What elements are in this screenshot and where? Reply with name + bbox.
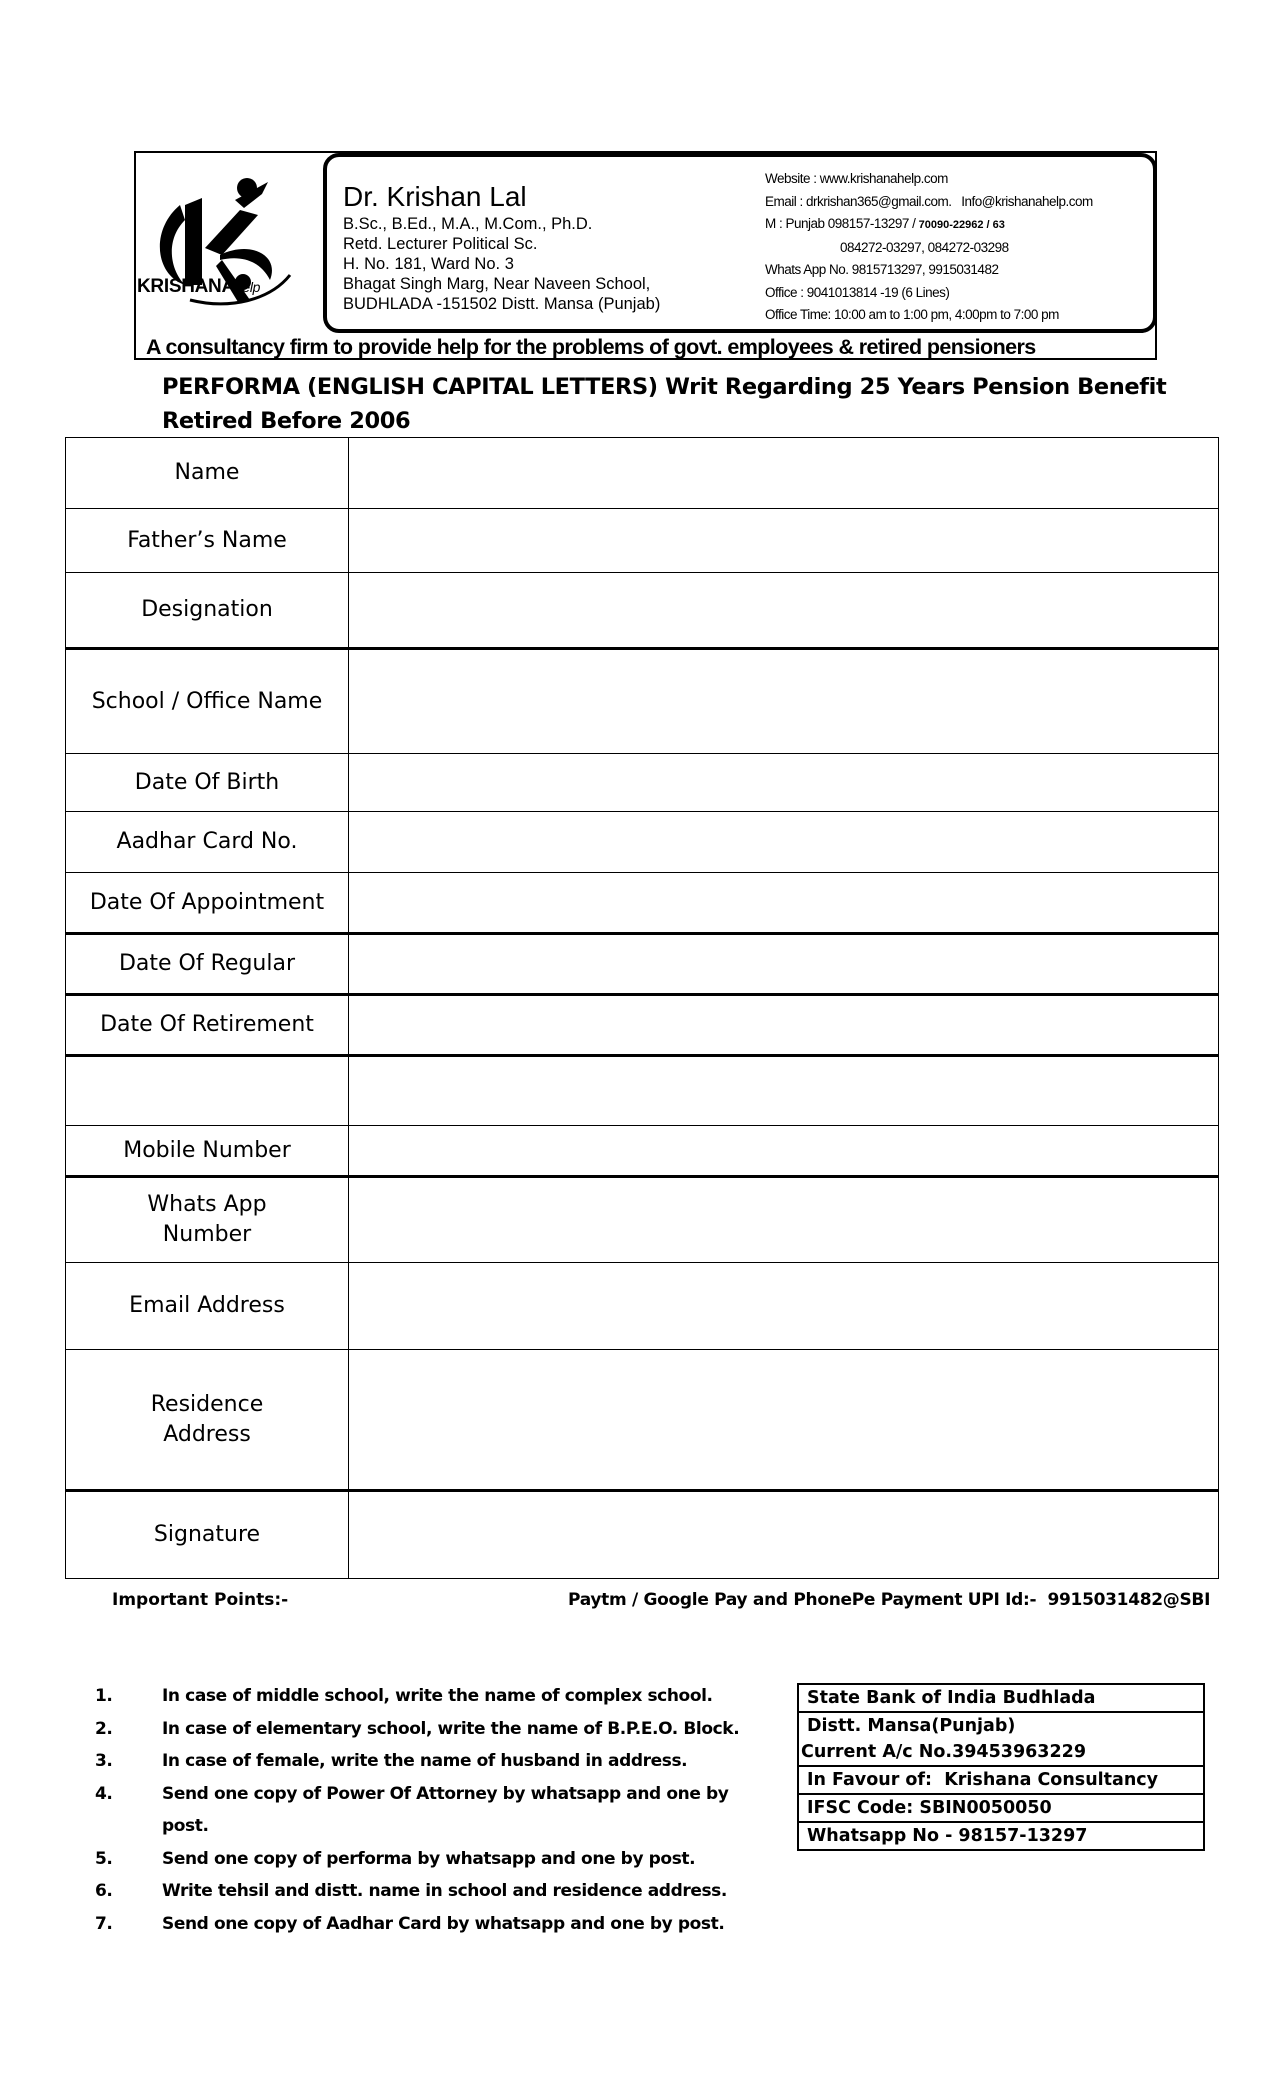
landline: 084272-03297, 084272-03298 xyxy=(840,239,1009,255)
tagline: A consultancy firm to provide help for the problems of govt. employees & retired pensioners xyxy=(146,335,1036,359)
field-label xyxy=(66,1056,349,1126)
street-address: Bhagat Singh Marg, Near Naveen School, xyxy=(343,275,651,293)
list-item: 2. In case of elementary school, write the name of B.P.E.O. Block. xyxy=(95,1718,740,1739)
important-points-heading: Important Points:- xyxy=(112,1590,289,1610)
ifsc-code: IFSC Code: SBIN0050050 xyxy=(798,1794,1204,1822)
city-address: BUDHLADA -151502 Distt. Mansa (Punjab) xyxy=(343,295,661,313)
list-item: 4. Send one copy of Power Of Attorney by whatsapp and one by post. xyxy=(95,1783,729,1836)
signature-field[interactable] xyxy=(349,1491,1219,1579)
field-label: Date Of Birth xyxy=(66,754,349,812)
page-title xyxy=(162,370,1242,438)
account-number: Current A/c No.39453963229 xyxy=(801,1742,1087,1762)
list-item: 5. Send one copy of performa by whatsapp and one by post. xyxy=(95,1848,696,1869)
doctor-details xyxy=(343,214,660,314)
upi-payment-info: Paytm / Google Pay and PhonePe Payment UPI Id:- 9915031482@SBI xyxy=(568,1590,1211,1610)
mobile-number-field[interactable] xyxy=(349,1126,1219,1177)
aadhar-card-field[interactable] xyxy=(349,812,1219,873)
date-of-appointment-field[interactable] xyxy=(349,873,1219,934)
field-label: Aadhar Card No. xyxy=(66,812,349,873)
list-item: 7. Send one copy of Aadhar Card by whatsapp and one by post. xyxy=(95,1913,725,1934)
field-label: Father’s Name xyxy=(66,509,349,573)
form-row xyxy=(66,754,1219,812)
email-address-field[interactable] xyxy=(349,1263,1219,1350)
fathers-name-field[interactable] xyxy=(349,509,1219,573)
field-label: School / Office Name xyxy=(66,649,349,754)
form-row xyxy=(66,509,1219,573)
contact-details xyxy=(765,168,1093,327)
mobile: M : Punjab 098157-13297 / 70090-22962 / 63 xyxy=(765,216,1005,231)
form-row xyxy=(66,1126,1219,1177)
bank-branch-account xyxy=(798,1712,1204,1766)
title-line-2: Retired Before 2006 xyxy=(162,408,411,434)
field-label: Residence Address xyxy=(66,1350,349,1491)
form-row xyxy=(66,873,1219,934)
field-label: Date Of Regular xyxy=(66,934,349,995)
important-points-list xyxy=(95,1680,775,1940)
list-item: 6. Write tehsil and distt. name in school and residence address. xyxy=(95,1881,727,1901)
list-item: 1. In case of middle school, write the name of complex school. xyxy=(95,1686,713,1706)
form-row xyxy=(66,438,1219,509)
form-row xyxy=(66,1056,1219,1126)
field-label: Whats App Number xyxy=(66,1177,349,1263)
house-address: H. No. 181, Ward No. 3 xyxy=(343,255,514,273)
form-row xyxy=(66,995,1219,1056)
form-row xyxy=(66,1177,1219,1263)
blank-field[interactable] xyxy=(349,1056,1219,1126)
performa-form xyxy=(65,437,1219,1579)
field-label: Designation xyxy=(66,573,349,649)
form-row xyxy=(66,812,1219,873)
qualifications: B.Sc., B.Ed., M.A., M.Com., Ph.D. xyxy=(343,215,593,233)
form-row xyxy=(66,649,1219,754)
account-holder: In Favour of: Krishana Consultancy xyxy=(798,1766,1204,1794)
field-label: Date Of Appointment xyxy=(66,873,349,934)
website: Website : www.krishanahelp.com xyxy=(765,171,948,186)
brand-name: KRISHANAhelp xyxy=(137,276,261,297)
school-office-name-field[interactable] xyxy=(349,649,1219,754)
list-item: 3. In case of female, write the name of husband in address. xyxy=(95,1751,688,1771)
bank-whatsapp: Whatsapp No - 98157-13297 xyxy=(798,1822,1204,1850)
form-row xyxy=(66,573,1219,649)
form-row xyxy=(66,1491,1219,1579)
field-label: Signature xyxy=(66,1491,349,1579)
bank-district: Distt. Mansa(Punjab) xyxy=(807,1716,1016,1736)
field-label: Name xyxy=(66,438,349,509)
whatsapp-number-field[interactable] xyxy=(349,1177,1219,1263)
field-label: Date Of Retirement xyxy=(66,995,349,1056)
title-line-1: PERFORMA (ENGLISH CAPITAL LETTERS) Writ Regarding 25 Years Pension Benefit xyxy=(162,374,1167,400)
doctor-name: Dr. Krishan Lal xyxy=(343,181,527,212)
form-row xyxy=(66,934,1219,995)
residence-address-field[interactable] xyxy=(349,1350,1219,1491)
date-of-retirement-field[interactable] xyxy=(349,995,1219,1056)
date-of-regular-field[interactable] xyxy=(349,934,1219,995)
whatsapp: Whats App No. 9815713297, 9915031482 xyxy=(765,262,999,277)
bank-details-box xyxy=(797,1683,1205,1851)
form-row xyxy=(66,1350,1219,1491)
name-field[interactable] xyxy=(349,438,1219,509)
email: Email : drkrishan365@gmail.com. Info@krishanahelp.com xyxy=(765,193,1093,209)
form-row xyxy=(66,1263,1219,1350)
position: Retd. Lecturer Political Sc. xyxy=(343,235,538,253)
office-phone: Office : 9041013814 -19 (6 Lines) xyxy=(765,284,950,300)
office-time: Office Time: 10:00 am to 1:00 pm, 4:00pm to 7:00 pm xyxy=(765,307,1059,322)
field-label: Mobile Number xyxy=(66,1126,349,1177)
bank-name: State Bank of India Budhlada xyxy=(798,1684,1204,1712)
field-label: Email Address xyxy=(66,1263,349,1350)
designation-field[interactable] xyxy=(349,573,1219,649)
date-of-birth-field[interactable] xyxy=(349,754,1219,812)
